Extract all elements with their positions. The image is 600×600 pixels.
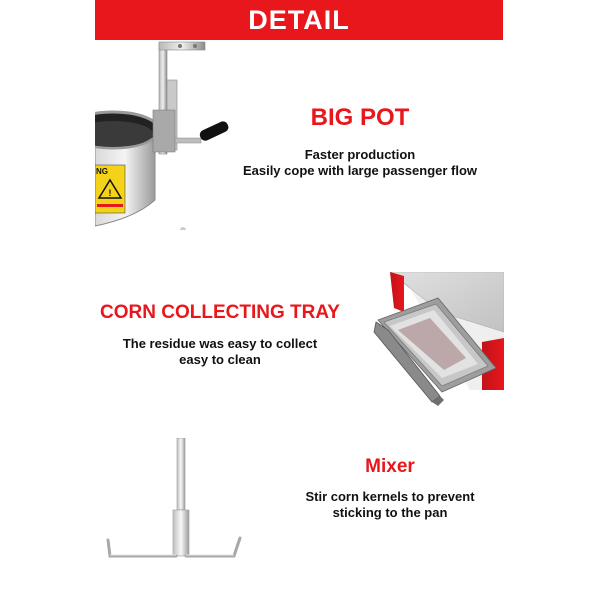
desc-line: Faster production [304, 147, 416, 162]
section-desc-big-pot [220, 147, 500, 179]
banner-title: DETAIL [248, 4, 350, 35]
section-heading-big-pot: BIG POT [310, 104, 410, 131]
mixer-image [100, 438, 250, 568]
desc-line: The residue was easy to collect [122, 336, 318, 351]
detail-banner [95, 0, 503, 40]
pot-label-sign: ! [108, 188, 112, 198]
pot-label-text: NG [96, 167, 108, 176]
desc-line: Easily cope with large passenger flow [242, 163, 478, 178]
section-desc-corn-tray [100, 336, 340, 368]
desc-line: Stir corn kernels to prevent [305, 489, 475, 504]
section-desc-mixer [290, 489, 490, 521]
tray-image [370, 272, 504, 412]
section-heading-corn-tray: CORN COLLECTING TRAY [100, 302, 340, 323]
pot-image [95, 40, 255, 230]
desc-line: sticking to the pan [332, 505, 448, 520]
section-heading-mixer: Mixer [365, 456, 415, 477]
desc-line: easy to clean [179, 352, 261, 367]
